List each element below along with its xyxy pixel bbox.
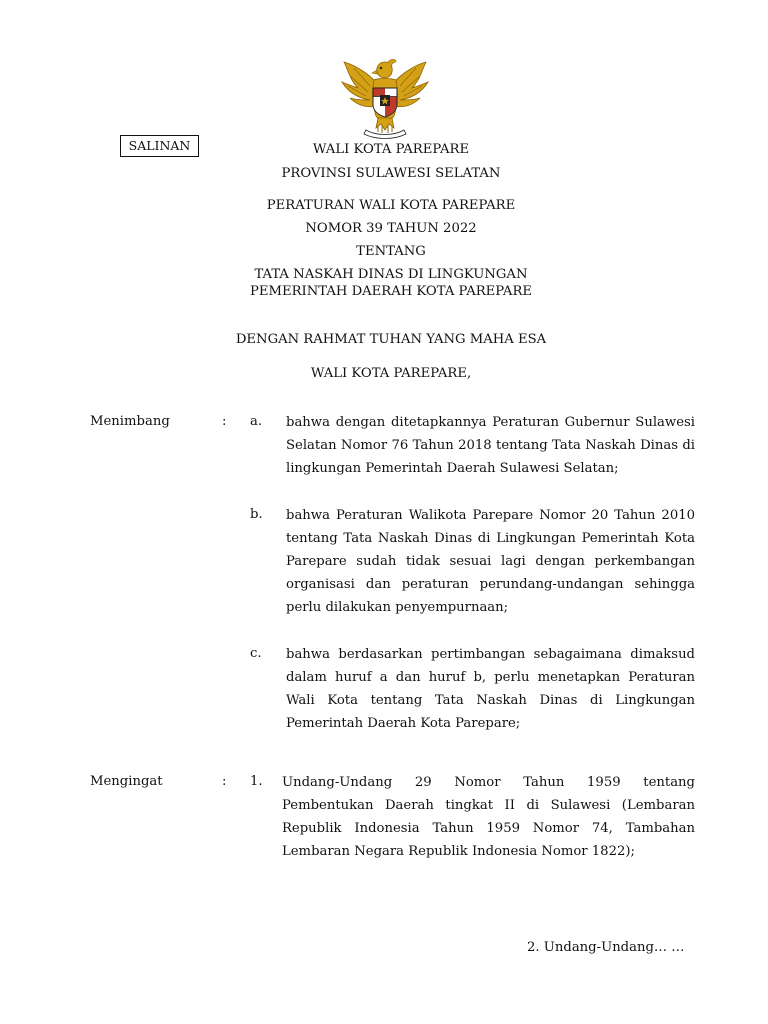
menimbang-marker-b: b. [250,507,263,522]
regulation-number: NOMOR 39 TAHUN 2022 [305,221,477,236]
issuer-title: WALI KOTA PAREPARE [312,142,470,157]
next-page-continuation: 2. Undang-Undang… … [527,940,685,955]
blessing-line: DENGAN RAHMAT TUHAN YANG MAHA ESA [235,332,547,347]
addressor-line: WALI KOTA PAREPARE, [310,366,472,381]
menimbang-label: Menimbang [90,414,170,429]
menimbang-item-b: bahwa Peraturan Walikota Parepare Nomor 20 Tahun 2010 tentang Tata Naskah Dinas di Lingkungan Pemerintah Kota Parepare sudah tidak sesuai lagi dengan perkembangan organisasi dan peraturan perundang-undangan sehingga perlu dilakukan penyempurnaan; [286,508,695,615]
about-label: TENTANG [356,244,426,259]
mengingat-colon: : [222,774,227,789]
menimbang-marker-a: a. [250,414,263,429]
mengingat-item-1: Undang-Undang 29 Nomor Tahun 1959 tentang Pembentukan Daerah tingkat II di Sulawesi (Lembaran Republik Indonesia Tahun 1959 Nomor 74, Tambahan Lembaran Negara Republik Indonesia Nomor 1822); [282,775,695,859]
menimbang-marker-c: c. [250,646,262,661]
menimbang-item-c: bahwa berdasarkan pertimbangan sebagaimana dimaksud dalam huruf a dan huruf b, perlu menetapkan Peraturan Wali Kota tentang Tata Naskah Dinas di Lingkungan Pemerintah Daerah Kota Parepare; [286,647,695,731]
province-title: PROVINSI SULAWESI SELATAN [281,166,501,181]
menimbang-colon: : [222,414,227,429]
regulation-title: PERATURAN WALI KOTA PAREPARE [266,198,516,213]
mengingat-label: Mengingat [90,774,163,789]
subject-line-2: PEMERINTAH DAERAH KOTA PAREPARE [249,284,533,299]
salinan-stamp: SALINAN [120,135,199,157]
garuda-pancasila-emblem [336,56,434,142]
mengingat-marker-1: 1. [250,774,263,789]
menimbang-item-a: bahwa dengan ditetapkannya Peraturan Gubernur Sulawesi Selatan Nomor 76 Tahun 2018 tentang Tata Naskah Dinas di lingkungan Pemerintah Daerah Sulawesi Selatan; [286,415,695,476]
subject-line-1: TATA NASKAH DINAS DI LINGKUNGAN [254,267,528,282]
